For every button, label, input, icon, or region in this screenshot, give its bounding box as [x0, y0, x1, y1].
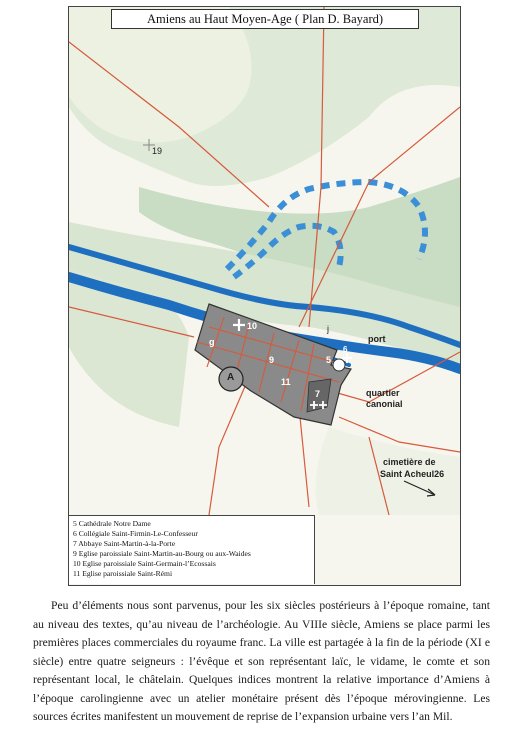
- label-lane-j: j: [327, 324, 329, 334]
- label-canonial: canonial: [366, 399, 403, 409]
- label-cimetiere: cimetière de: [383, 457, 436, 467]
- cathedral-marker: [333, 359, 345, 371]
- road-southwest: [209, 377, 249, 515]
- map-figure: [68, 6, 461, 586]
- legend-item: 7 Abbaye Saint-Martin-à-la-Porte: [73, 539, 176, 548]
- label-church-11: 11: [281, 377, 291, 387]
- body-paragraph: Peu d’éléments nous sont parvenus, pour les six siècles postérieurs à l’époque romaine, tant au niveau des textes, qu’au niveau de l’archéologie. Au VIIIe siècle, Amiens se place parmi les premières places commerciales du royaume franc. La ville est partagée à la fin de la période (XI e siècle) entre quatre seigneurs : l’évêque et son représentant laïc, le vidame, le comte et son représentant local, le châtelain. Quelques indices montrent la relative importance d’Amiens à l’époque carolingienne avec un atelier monétaire présent dès l’époque mérovingienne. Les sources écrites manifestent un mouvement de reprise de l’expansion urbaine vers l’an Mil.: [33, 599, 490, 723]
- label-quartier: quartier: [366, 388, 400, 398]
- legend-item: 9 Eglise paroissiale Saint-Martin-au-Bourg ou aux-Waides: [73, 549, 251, 558]
- label-church-6: 6: [343, 345, 348, 354]
- legend-item: 6 Collégiale Saint-Firmin-Le-Confesseur: [73, 529, 198, 538]
- label-church-7: 7: [315, 389, 321, 399]
- legend-item: 5 Cathédrale Notre Dame: [73, 519, 151, 528]
- map-title: Amiens au Haut Moyen-Age ( Plan D. Bayard): [111, 9, 419, 29]
- label-church-10: 10: [247, 321, 258, 331]
- label-site-19: 19: [152, 146, 163, 156]
- label-port: port: [368, 334, 386, 344]
- label-saint-acheul: Saint Acheul26: [380, 469, 445, 479]
- label-enclosure-a: A: [227, 372, 235, 383]
- map-legend: [69, 515, 315, 584]
- label-lane-g: g: [209, 337, 215, 347]
- legend-item: 10 Eglise paroissiale Saint-Germain-l’Ecossais: [73, 559, 216, 568]
- map-drawing: [69, 7, 460, 585]
- label-church-5: 5: [326, 355, 332, 365]
- legend-item: 11 Eglise paroissiale Saint-Rémi: [73, 569, 173, 578]
- label-church-9: 9: [269, 355, 275, 365]
